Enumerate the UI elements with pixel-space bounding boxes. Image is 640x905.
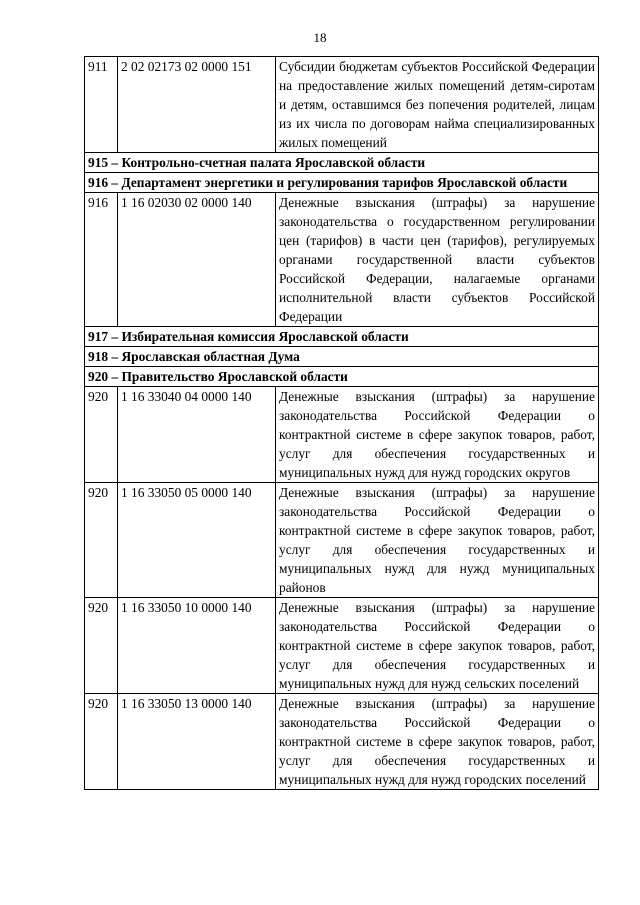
table-row [85,193,599,327]
revenue-description-cell: Субсидии бюджетам субъектов Российской Федерации на предоставление жилых помещений детям-сиротам и детям, оставшимся без попечения родителей, лицам из их числа по договорам найма специализированных жилых помещений [276,57,599,153]
admin-code-cell: 916 [85,193,118,327]
section-header: 918 – Ярославская областная Дума [85,347,599,367]
revenue-description-cell: Денежные взыскания (штрафы) за нарушение законодательства Российской Федерации о контрактной системе в сфере закупок товаров, работ, услуг для обеспечения государственных и муниципальных нужд для нужд муниципальных районов [276,483,599,598]
revenue-code-cell: 1 16 33050 10 0000 140 [118,598,276,694]
admin-code-cell: 920 [85,483,118,598]
revenue-description-cell: Денежные взыскания (штрафы) за нарушение законодательства о государственном регулировании цен (тарифов) в части цен (тарифов), регулируемых органами государственной власти субъектов Российской Федерации, налагаемые органами исполнительной власти субъектов Российской Федерации [276,193,599,327]
section-header: 920 – Правительство Ярославской области [85,367,599,387]
section-header-row [85,347,599,367]
admin-code-cell: 920 [85,387,118,483]
section-header: 916 – Департамент энергетики и регулирования тарифов Ярославской области [85,173,599,193]
table-row [85,387,599,483]
section-header-row [85,327,599,347]
admin-code-cell: 920 [85,598,118,694]
revenue-code-cell: 1 16 02030 02 0000 140 [118,193,276,327]
admin-code-cell: 911 [85,57,118,153]
section-header-row [85,367,599,387]
section-header-row [85,153,599,173]
revenue-description-cell: Денежные взыскания (штрафы) за нарушение законодательства Российской Федерации о контрактной системе в сфере закупок товаров, работ, услуг для обеспечения государственных и муниципальных нужд для нужд городских округов [276,387,599,483]
table-row [85,483,599,598]
admin-code-cell: 920 [85,694,118,790]
revenue-code-cell: 1 16 33050 13 0000 140 [118,694,276,790]
revenue-code-cell: 2 02 02173 02 0000 151 [118,57,276,153]
table-row [85,598,599,694]
revenue-code-cell: 1 16 33040 04 0000 140 [118,387,276,483]
revenue-description-cell: Денежные взыскания (штрафы) за нарушение законодательства Российской Федерации о контрактной системе в сфере закупок товаров, работ, услуг для обеспечения государственных и муниципальных нужд для нужд сельских поселений [276,598,599,694]
table-row [85,57,599,153]
revenue-code-cell: 1 16 33050 05 0000 140 [118,483,276,598]
table-row [85,694,599,790]
budget-revenue-table [84,56,599,790]
section-header-row [85,173,599,193]
table-body [85,57,599,790]
section-header: 917 – Избирательная комиссия Ярославской области [85,327,599,347]
revenue-description-cell: Денежные взыскания (штрафы) за нарушение законодательства Российской Федерации о контрактной системе в сфере закупок товаров, работ, услуг для обеспечения государственных и муниципальных нужд для нужд городских поселений [276,694,599,790]
page-number: 18 [313,30,327,45]
section-header: 915 – Контрольно-счетная палата Ярославской области [85,153,599,173]
